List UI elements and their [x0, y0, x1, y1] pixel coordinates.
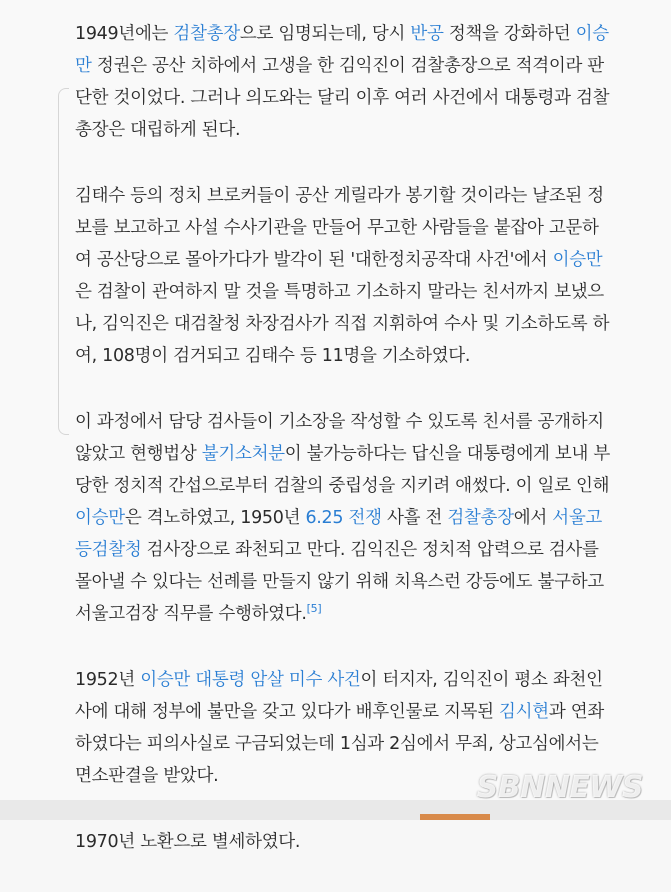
paragraph: [75, 826, 615, 858]
paragraph: [75, 406, 615, 630]
wiki-link[interactable]: 검찰총장: [173, 24, 240, 44]
wiki-link[interactable]: 김시현: [499, 702, 549, 722]
paragraph-text: 1970년 노환으로 별세하였다.: [75, 832, 301, 852]
paragraph-text: 정책을 강화하던: [443, 24, 576, 44]
paragraph-text: 과 연좌하였다는 피의사실로 구금되었는데 1심과 2심에서 무죄, 상고심에서는 면소판결을 받았다.: [75, 702, 604, 786]
paragraph-text: 이 과정에서 담당 검사들이 기소장을 작성할 수 있도록 친서를 공개하지 않았고 현행법상: [75, 412, 604, 464]
paragraph-text: 이 터지자, 김익진이 평소 좌천인사에 대해 정부에 불만을 갖고 있다가 배후인물로 지목된: [75, 670, 603, 722]
paragraph-text: 사흘 전: [381, 508, 448, 528]
article-body: [75, 18, 615, 892]
paragraph-text: 에서: [513, 508, 553, 528]
wiki-link[interactable]: 서울고등검찰청: [75, 508, 603, 560]
paragraph-text: 이 불가능하다는 답신을 대통령에게 보내 부당한 정치적 간섭으로부터 검찰의 중립성을 지키려 애썼다. 이 일로 인해: [75, 444, 610, 496]
wiki-link[interactable]: 이승만 대통령 암살 미수 사건: [140, 670, 361, 690]
wiki-link[interactable]: 6.25 전쟁: [305, 508, 382, 528]
wiki-link[interactable]: 이승만: [552, 250, 603, 270]
wiki-link[interactable]: 이승만: [75, 24, 609, 76]
paragraph-text: 검사장으로 좌천되고 만다. 김익진은 정치적 압력으로 검사를 몰아낼 수 있다는 선례를 만들지 않기 위해 치욕스런 강등에도 불구하고 서울고검장 직무를 수행하였다.: [75, 540, 604, 624]
paragraph-text: 은 격노하였고, 1950년: [124, 508, 306, 528]
quote-bracket-decoration: [58, 88, 69, 435]
wiki-link[interactable]: 이승만: [75, 508, 125, 528]
footnote-reference-link[interactable]: [5]: [306, 602, 322, 616]
watermark-logo: SBNNEWS: [476, 770, 643, 805]
paragraph-text: 은 검찰이 관여하지 말 것을 특명하고 기소하지 말라는 친서까지 보냈으나, 김익진은 대검찰청 차장검사가 직접 지휘하여 수사 및 기소하도록 하여, 108명이 검거되고 김태수 등 11명을 기소하였다.: [75, 282, 610, 366]
paragraph: [75, 180, 615, 372]
wiki-link[interactable]: 검찰총장: [447, 508, 514, 528]
paragraph-text: 1952년: [75, 670, 141, 690]
paragraph: [75, 18, 615, 146]
scroll-indicator: [420, 814, 490, 820]
paragraph-text: 1949년에는: [75, 24, 174, 44]
paragraph-text: 으로 임명되는데, 당시: [239, 24, 411, 44]
wiki-link[interactable]: 불기소처분: [201, 444, 285, 464]
paragraph-text: 김태수 등의 정치 브로커들이 공산 게릴라가 봉기할 것이라는 날조된 정보를 보고하고 사설 수사기관을 만들어 무고한 사람들을 붙잡아 고문하여 공산당으로 몰아가다가 발각이 된 '대한정치공작대 사건'에서: [75, 186, 604, 270]
paragraph-text: 정권은 공산 치하에서 고생을 한 김익진이 검찰총장으로 적격이라 판단한 것이었다. 그러나 의도와는 달리 이후 여러 사건에서 대통령과 검찰총장은 대립하게 된다.: [75, 56, 610, 140]
wiki-link[interactable]: 반공: [410, 24, 444, 44]
